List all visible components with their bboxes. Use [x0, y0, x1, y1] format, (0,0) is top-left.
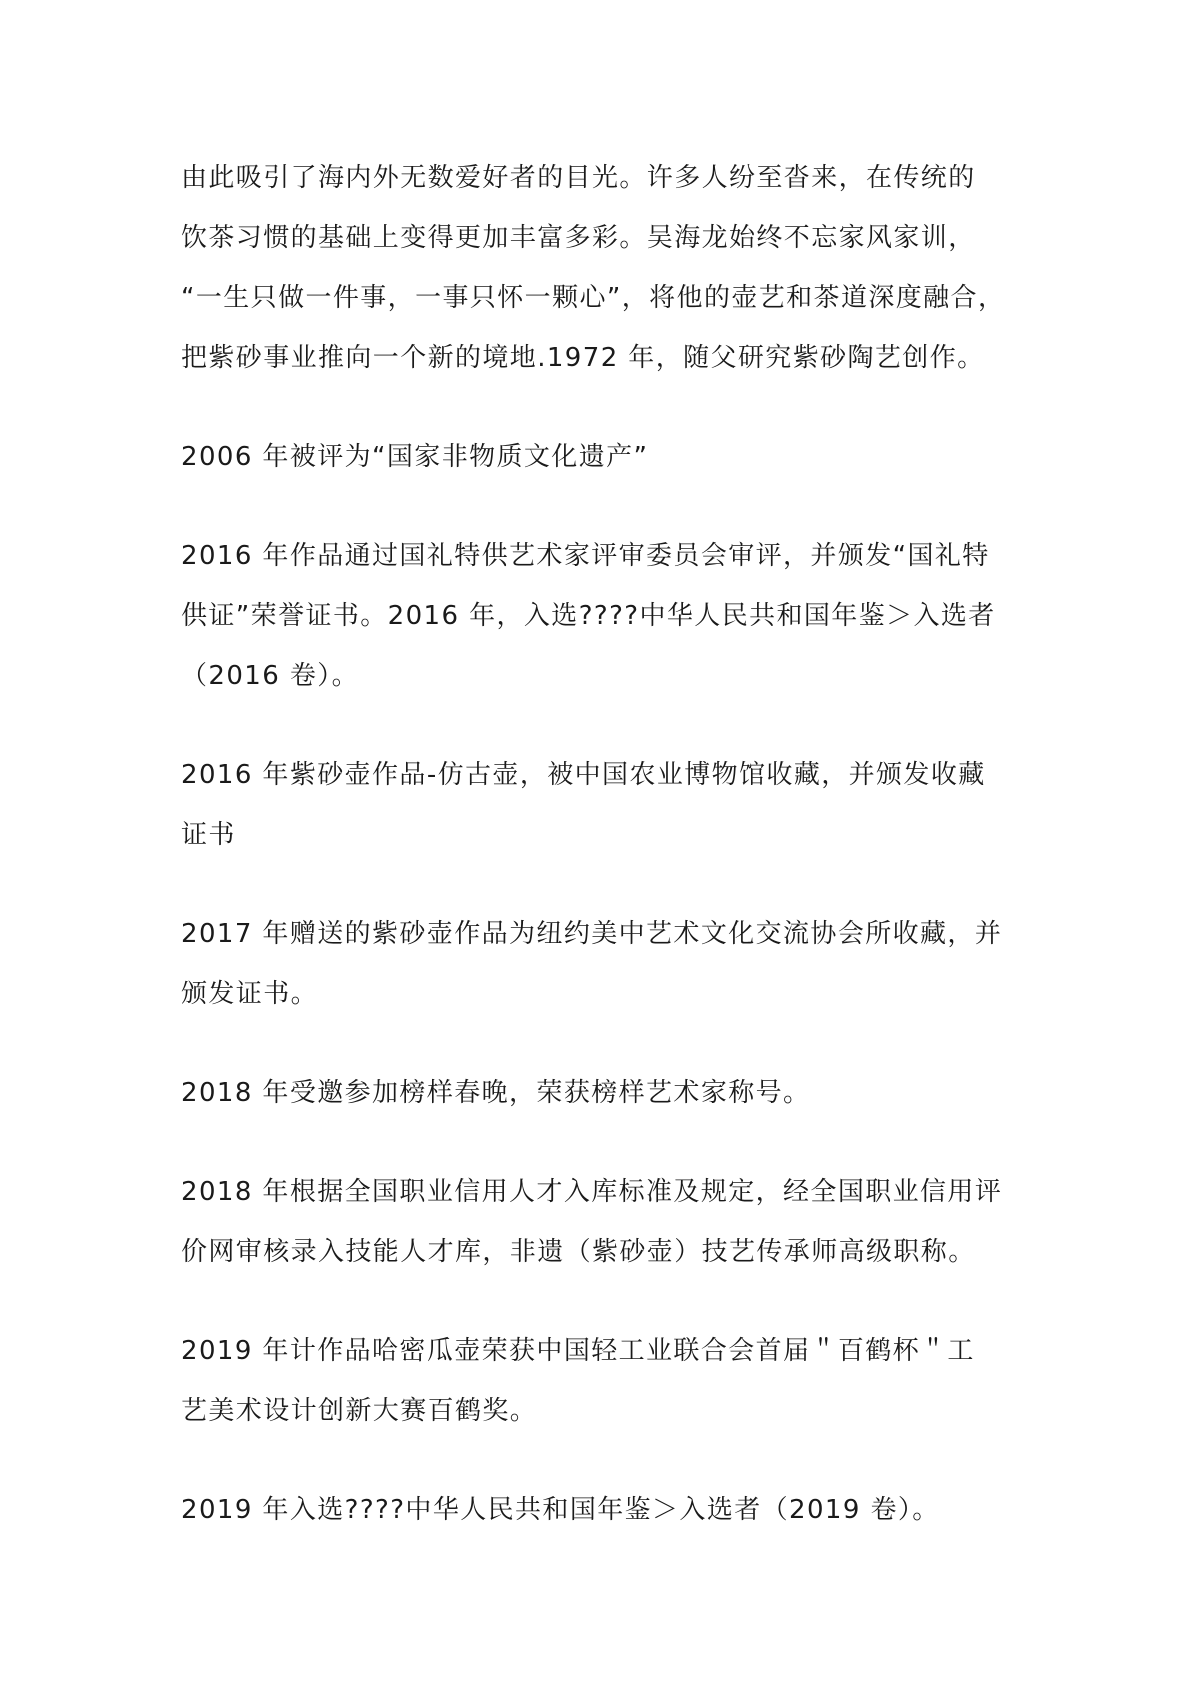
text-line: 由此吸引了海内外无数爱好者的目光。许多人纷至沓来，在传统的 — [181, 163, 976, 193]
paragraph-2018-gala — [181, 1063, 1026, 1123]
paragraph-2006 — [181, 427, 1026, 487]
text-line: 2018 年根据全国职业信用人才入库标准及规定，经全国职业信用评 — [181, 1177, 1003, 1207]
paragraph-intro — [181, 148, 1026, 388]
text-line: 2016 年作品通过国礼特供艺术家评审委员会审评，并颁发“国礼特 — [181, 541, 990, 571]
text-line: 2017 年赠送的紫砂壶作品为纽约美中艺术文化交流协会所收藏，并 — [181, 919, 1003, 949]
paragraph-2017 — [181, 904, 1026, 1024]
document-body — [181, 148, 1026, 1579]
text-line: 2019 年计作品哈密瓜壶荣获中国轻工业联合会首届＂百鹤杯＂工 — [181, 1336, 975, 1366]
text-line: 价网审核录入技能人才库，非遗（紫砂壶）技艺传承师高级职称。 — [181, 1237, 976, 1267]
text-line: “一生只做一件事，一事只怀一颗心”，将他的壶艺和茶道深度融合， — [181, 283, 1006, 313]
text-line: 证书 — [181, 820, 236, 850]
paragraph-2019-award — [181, 1321, 1026, 1441]
text-line: 2019 年入选????中华人民共和国年鉴＞入选者（2019 卷）。 — [181, 1495, 940, 1525]
text-line: （2016 卷）。 — [181, 661, 360, 691]
text-line: 颁发证书。 — [181, 979, 319, 1009]
text-line: 把紫砂事业推向一个新的境地.1972 年，随父研究紫砂陶艺创作。 — [181, 343, 985, 373]
paragraph-2016-guoli — [181, 526, 1026, 706]
text-line: 2018 年受邀参加榜样春晚，荣获榜样艺术家称号。 — [181, 1078, 811, 1108]
text-line: 供证”荣誉证书。2016 年，入选????中华人民共和国年鉴＞入选者 — [181, 601, 996, 631]
text-line: 2016 年紫砂壶作品-仿古壶，被中国农业博物馆收藏，并颁发收藏 — [181, 760, 986, 790]
paragraph-2019-yearbook — [181, 1480, 1026, 1540]
text-line: 饮茶习惯的基础上变得更加丰富多彩。吴海龙始终不忘家风家训， — [181, 223, 976, 253]
text-line: 艺美术设计创新大赛百鹤奖。 — [181, 1396, 538, 1426]
text-line: 2006 年被评为“国家非物质文化遗产” — [181, 442, 649, 472]
paragraph-2018-credit — [181, 1162, 1026, 1282]
paragraph-2016-museum — [181, 745, 1026, 865]
